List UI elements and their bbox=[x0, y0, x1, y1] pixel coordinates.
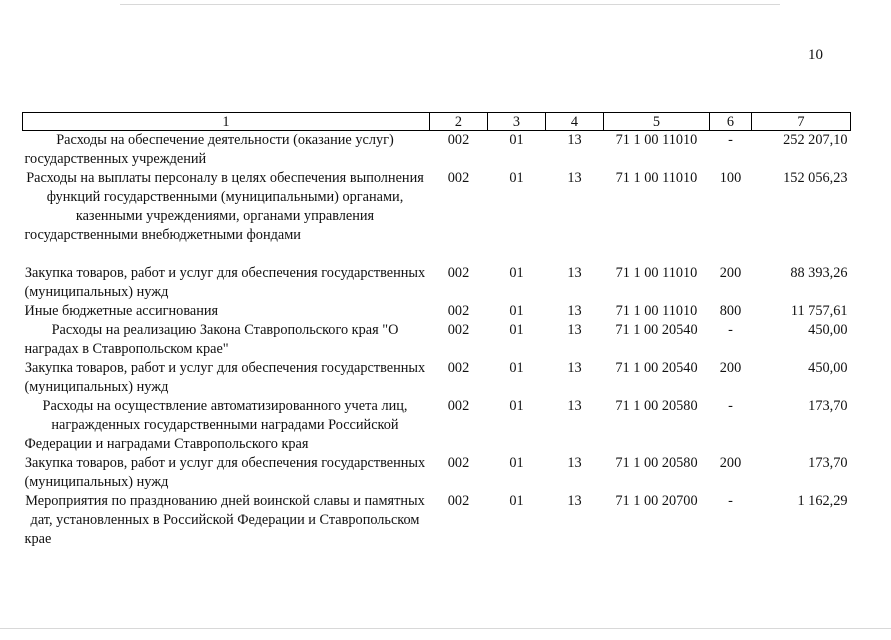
row-ministry-code: 002 bbox=[447, 132, 470, 148]
row-ministry-code: 002 bbox=[447, 398, 470, 414]
row-subsection: 13 bbox=[567, 493, 582, 509]
row-ministry-code: 002 bbox=[447, 170, 470, 186]
row-target-code: 71 1 00 20700 bbox=[615, 493, 698, 509]
row-target-code: 71 1 00 11010 bbox=[615, 132, 698, 148]
row-description: Закупка товаров, работ и услуг для обеспечения государственных (муниципальных) нужд bbox=[24, 360, 426, 395]
row-ministry-code: 002 bbox=[447, 360, 470, 376]
row-expense-type: - bbox=[728, 493, 733, 509]
row-subsection: 13 bbox=[567, 322, 582, 338]
row-ministry-code: 002 bbox=[447, 265, 470, 281]
row-description: Закупка товаров, работ и услуг для обеспечения государственных (муниципальных) нужд bbox=[24, 455, 426, 490]
row-subsection: 13 bbox=[567, 303, 582, 319]
row-section: 01 bbox=[509, 132, 524, 148]
row-description: Расходы на обеспечение деятельности (оказание услуг) государственных учреждений bbox=[24, 132, 394, 167]
row-section: 01 bbox=[509, 303, 524, 319]
page-number: 10 bbox=[808, 47, 823, 63]
table-row bbox=[23, 169, 851, 264]
table-header-row bbox=[23, 113, 851, 131]
table-row bbox=[23, 397, 851, 454]
row-expense-type: 200 bbox=[719, 265, 742, 281]
row-amount: 88 393,26 bbox=[790, 265, 848, 281]
row-subsection: 13 bbox=[567, 132, 582, 148]
row-target-code: 71 1 00 11010 bbox=[615, 265, 698, 281]
table-row bbox=[23, 359, 851, 397]
row-section: 01 bbox=[509, 398, 524, 414]
row-expense-type: 100 bbox=[719, 170, 742, 186]
row-subsection: 13 bbox=[567, 360, 582, 376]
table-row bbox=[23, 454, 851, 492]
row-section: 01 bbox=[509, 170, 524, 186]
row-amount: 173,70 bbox=[808, 455, 848, 471]
column-header: 2 bbox=[430, 113, 488, 131]
row-ministry-code: 002 bbox=[447, 303, 470, 319]
row-expense-type: 800 bbox=[719, 303, 742, 319]
row-amount: 11 757,61 bbox=[790, 303, 848, 319]
row-target-code: 71 1 00 20540 bbox=[615, 322, 698, 338]
row-subsection: 13 bbox=[567, 265, 582, 281]
column-header: 1 bbox=[23, 113, 430, 131]
row-amount: 450,00 bbox=[808, 322, 848, 338]
scan-edge-top bbox=[120, 4, 780, 5]
row-target-code: 71 1 00 20580 bbox=[615, 398, 698, 414]
table-row bbox=[23, 492, 851, 549]
column-header: 3 bbox=[488, 113, 546, 131]
row-expense-type: - bbox=[728, 322, 733, 338]
row-ministry-code: 002 bbox=[447, 322, 470, 338]
row-section: 01 bbox=[509, 455, 524, 471]
row-target-code: 71 1 00 20580 bbox=[615, 455, 698, 471]
row-expense-type: 200 bbox=[719, 455, 742, 471]
scan-edge-bottom bbox=[0, 628, 891, 629]
table-row bbox=[23, 302, 851, 321]
row-expense-type: 200 bbox=[719, 360, 742, 376]
row-subsection: 13 bbox=[567, 170, 582, 186]
column-header: 6 bbox=[710, 113, 752, 131]
column-header: 5 bbox=[604, 113, 710, 131]
row-section: 01 bbox=[509, 265, 524, 281]
row-target-code: 71 1 00 20540 bbox=[615, 360, 698, 376]
row-description: Расходы на осуществление автоматизированного учета лиц, награжденных государственными наградами Российской Федерации и наградами Ставропольского края bbox=[24, 398, 408, 452]
row-subsection: 13 bbox=[567, 455, 582, 471]
budget-table bbox=[22, 112, 851, 549]
row-amount: 450,00 bbox=[808, 360, 848, 376]
row-description: Мероприятия по празднованию дней воинской славы и памятных дат, установленных в Российской Федерации и Ставропольском крае bbox=[24, 493, 425, 547]
row-amount: 152 056,23 bbox=[783, 170, 848, 186]
row-description: Закупка товаров, работ и услуг для обеспечения государственных (муниципальных) нужд bbox=[24, 265, 426, 300]
row-ministry-code: 002 bbox=[447, 455, 470, 471]
row-description: Расходы на выплаты персоналу в целях обеспечения выполнения функций государственными (муниципальными) органами, казенными учреждениями, органами управления государственными внебюджетными фондами bbox=[24, 170, 424, 243]
row-target-code: 71 1 00 11010 bbox=[615, 303, 698, 319]
row-description: Расходы на реализацию Закона Ставропольского края "О наградах в Ставропольском крае" bbox=[24, 322, 399, 357]
row-amount: 173,70 bbox=[808, 398, 848, 414]
row-amount: 252 207,10 bbox=[783, 132, 848, 148]
table-row bbox=[23, 131, 851, 170]
row-description: Иные бюджетные ассигнования bbox=[24, 303, 219, 319]
row-subsection: 13 bbox=[567, 398, 582, 414]
row-section: 01 bbox=[509, 322, 524, 338]
row-expense-type: - bbox=[728, 132, 733, 148]
row-target-code: 71 1 00 11010 bbox=[615, 170, 698, 186]
row-ministry-code: 002 bbox=[447, 493, 470, 509]
table-row bbox=[23, 321, 851, 359]
row-section: 01 bbox=[509, 360, 524, 376]
table-row bbox=[23, 264, 851, 302]
row-amount: 1 162,29 bbox=[797, 493, 848, 509]
row-expense-type: - bbox=[728, 398, 733, 414]
column-header: 4 bbox=[546, 113, 604, 131]
column-header: 7 bbox=[752, 113, 851, 131]
row-section: 01 bbox=[509, 493, 524, 509]
